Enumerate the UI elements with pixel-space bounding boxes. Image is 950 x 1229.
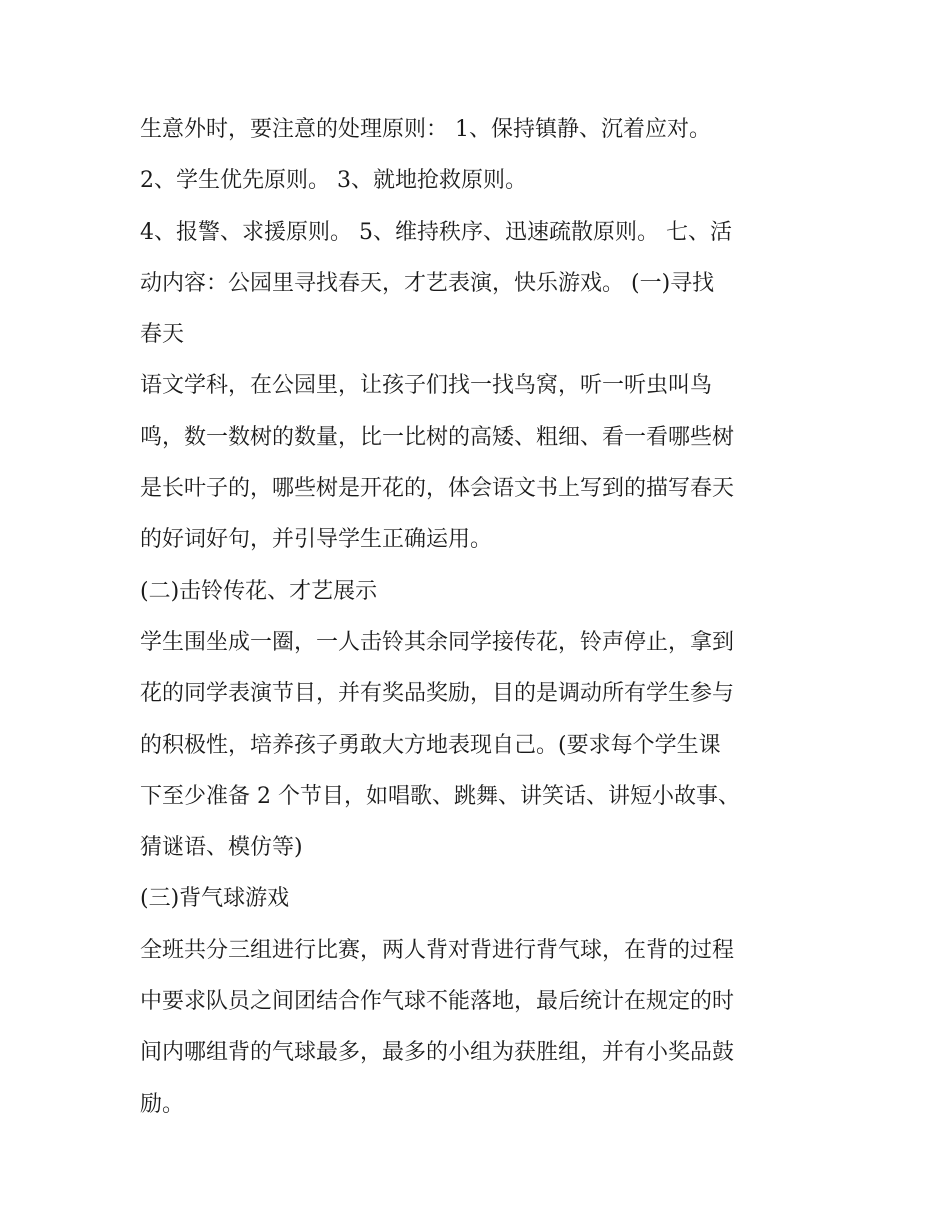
- paragraph-principles-1: [140, 104, 815, 155]
- section-heading-talent-show: [140, 566, 815, 617]
- text-line: 的积极性，培养孩子勇敢大方地表现自己。(要求每个学生课: [140, 732, 721, 758]
- text-line: 学生围坐成一圈，一人击铃其余同学接传花，铃声停止，拿到: [140, 629, 735, 655]
- text-line: 生意外时，要注意的处理原则： 1、保持镇静、沉着应对。: [140, 117, 711, 142]
- text-line: 鸣，数一数树的数量，比一比树的高矮、粗细、看一看哪些树: [140, 424, 735, 450]
- text-line: 中要求队员之间团结合作气球不能落地，最后统计在规定的时: [140, 989, 735, 1015]
- text-line: 励。: [140, 1091, 185, 1117]
- section-heading: (三)背气球游戏: [140, 886, 290, 912]
- text-line: 动内容：公园里寻找春天，才艺表演，快乐游戏。 (一)寻找: [140, 270, 715, 296]
- text-line: 花的同学表演节目，并有奖品奖励，目的是调动所有学生参与: [140, 681, 735, 707]
- text-line: 猜谜语、模仿等): [140, 835, 303, 861]
- text-line: 全班共分三组进行比赛，两人背对背进行背气球，在背的过程: [140, 937, 735, 963]
- paragraph-principles-3-activity: [140, 207, 815, 361]
- text-line: 2、学生优先原则。 3、就地抢救原则。: [140, 168, 527, 194]
- paragraph-find-spring: [140, 360, 815, 565]
- paragraph-balloon-game: [140, 925, 815, 1130]
- text-line: 春天: [140, 322, 185, 348]
- paragraph-talent-show: [140, 617, 815, 873]
- text-line: 下至少准备 2 个节目，如唱歌、跳舞、讲笑话、讲短小故事、: [140, 783, 740, 809]
- section-heading: (二)击铃传花、才艺展示: [140, 578, 378, 604]
- text-line: 间内哪组背的气球最多，最多的小组为获胜组，并有小奖品鼓: [140, 1040, 735, 1066]
- text-line: 是长叶子的，哪些树是开花的，体会语文书上写到的描写春天: [140, 476, 735, 502]
- text-line: 的好词好句，并引导学生正确运用。: [140, 527, 493, 553]
- document-body: [140, 104, 815, 1130]
- section-heading-balloon-game: [140, 873, 815, 924]
- text-line: 4、报警、求援原则。 5、维持秩序、迅速疏散原则。 七、活: [140, 219, 732, 245]
- text-line: 语文学科，在公园里，让孩子们找一找鸟窝，听一听虫叫鸟: [140, 373, 713, 399]
- paragraph-principles-2: [140, 155, 815, 206]
